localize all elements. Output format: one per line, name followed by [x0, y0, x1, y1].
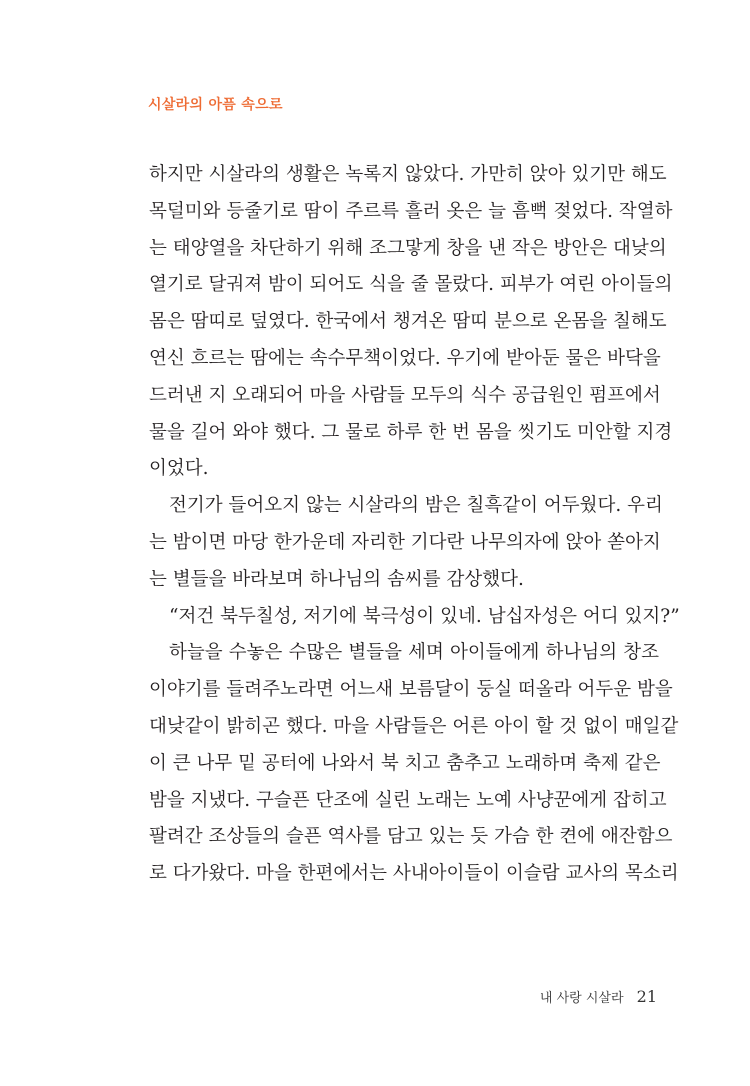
- text-line: 물을 길어 와야 했다. 그 물로 하루 한 번 몸을 씻기도 미안할 지경: [149, 421, 673, 443]
- text-line-quote: “저건 북두칠성, 저기에 북극성이 있네. 남십자성은 어디 있지?”: [169, 605, 680, 627]
- running-head-section-title: 시살라의 아픔 속으로: [148, 97, 283, 113]
- text-line: 전기가 들어오지 않는 시살라의 밤은 칠흑같이 어두웠다. 우리: [169, 495, 663, 517]
- text-line: 하지만 시살라의 생활은 녹록지 않았다. 가만히 앉아 있기만 해도: [149, 164, 667, 185]
- text-line: 대낮같이 밝히곤 했다. 마을 사람들은 어른 아이 할 것 없이 매일같: [149, 715, 679, 737]
- text-line: 이야기를 들려주노라면 어느새 보름달이 둥실 떠올라 어두운 밤을: [149, 679, 673, 701]
- page-footer: [540, 987, 657, 1006]
- footer-book-title: 내 사랑 시살라: [539, 991, 624, 1006]
- text-line: 열기로 달궈져 밤이 되어도 식을 줄 몰랐다. 피부가 여린 아이들의: [149, 274, 673, 296]
- text-line: 로 다가왔다. 마을 한편에서는 사내아이들이 이슬람 교사의 목소리: [149, 863, 679, 885]
- text-line: 드러낸 지 오래되어 마을 사람들 모두의 식수 공급원인 펌프에서: [149, 384, 661, 406]
- text-line: 는 태양열을 차단하기 위해 조그맣게 창을 낸 작은 방안은 대낮의: [149, 237, 667, 259]
- text-line: 팔려간 조상들의 슬픈 역사를 담고 있는 듯 가슴 한 켠에 애잔함으: [149, 826, 673, 848]
- page-number: 21: [636, 987, 657, 1006]
- text-line: 는 별들을 바라보며 하나님의 솜씨를 감상했다.: [149, 568, 524, 590]
- text-line: 연신 흐르는 땀에는 속수무책이었다. 우기에 받아둔 물은 바닥을: [149, 347, 661, 369]
- text-line: 몸은 땀띠로 덮였다. 한국에서 챙겨온 땀띠 분으로 온몸을 칠해도: [149, 311, 667, 333]
- text-line: 밤을 지냈다. 구슬픈 단조에 실린 노래는 노예 사냥꾼에게 잡히고: [149, 789, 667, 811]
- text-line: 이었다.: [149, 458, 209, 480]
- text-line: 는 밤이면 마당 한가운데 자리한 기다란 나무의자에 앉아 쏟아지: [149, 531, 661, 553]
- text-line: 하늘을 수놓은 수많은 별들을 세며 아이들에게 하나님의 창조: [169, 642, 659, 664]
- body-text: [149, 157, 680, 893]
- text-line: 이 큰 나무 밑 공터에 나와서 북 치고 춤추고 노래하며 축제 같은: [149, 752, 661, 774]
- text-line: 목덜미와 등줄기로 땀이 주르륵 흘러 옷은 늘 흠뻑 젖었다. 작열하: [149, 200, 673, 222]
